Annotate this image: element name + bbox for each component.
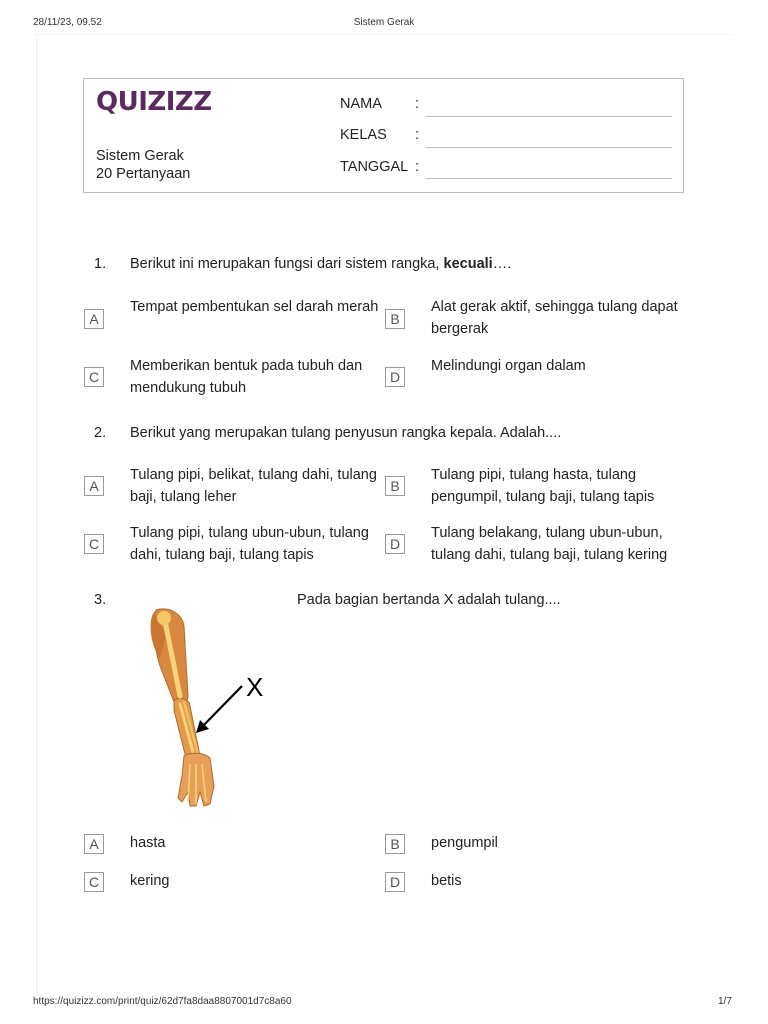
worksheet-header: [83, 78, 684, 193]
option-letter-box: C: [84, 367, 104, 387]
x-marker-label: X: [246, 672, 264, 702]
class-colon: :: [415, 127, 420, 143]
print-datetime: 28/11/23, 09.52: [33, 17, 102, 28]
option-letter-box: D: [385, 367, 405, 387]
option-letter-box: C: [84, 534, 104, 554]
option-text: betis: [431, 873, 462, 889]
quizizz-logo: QUIZIZZ: [96, 87, 212, 117]
option-text: Memberikan bentuk pada tubuh dan mendukung tubuh: [130, 358, 363, 396]
option-letter-box: B: [385, 309, 405, 329]
option-letter-box: C: [84, 872, 104, 892]
date-label: TANGGAL: [340, 159, 409, 175]
option-text: Alat gerak aktif, sehingga tulang dapat bergerak: [431, 299, 678, 337]
option-letter-box: B: [385, 476, 405, 496]
option-text: Tulang pipi, tulang ubun-ubun, tulang dahi, tulang baji, tulang tapis: [130, 525, 369, 563]
option-text: kering: [130, 873, 170, 889]
class-label: KELAS: [340, 127, 387, 143]
option-text: pengumpil: [431, 835, 498, 851]
class-line: [426, 147, 672, 148]
option-letter-box: A: [84, 834, 104, 854]
question-count: 20 Pertanyaan: [96, 166, 191, 182]
option-letter-box: D: [385, 872, 405, 892]
quiz-title: Sistem Gerak: [96, 148, 184, 164]
option-letter-box: A: [84, 476, 104, 496]
question-number: 3.: [94, 592, 107, 608]
option-letter-box: B: [385, 834, 405, 854]
option-text: Tulang belakang, tulang ubun-ubun, tulang dahi, tulang baji, tulang kering: [431, 525, 668, 563]
question-text: Pada bagian bertanda X adalah tulang....: [297, 592, 561, 608]
question-text: Berikut yang merupakan tulang penyusun rangka kepala. Adalah....: [130, 425, 562, 441]
arm-skeleton-image: [130, 606, 280, 811]
option-text: Melindungi organ dalam: [431, 358, 586, 374]
page-number: 1/7: [718, 996, 732, 1007]
option-text: Tulang pipi, tulang hasta, tulang pengumpil, tulang baji, tulang tapis: [431, 467, 655, 505]
footer-url[interactable]: https://quizizz.com/print/quiz/62d7fa8daa8807001d7c8a60: [33, 996, 292, 1007]
option-letter-box: A: [84, 309, 104, 329]
option-text: Tulang pipi, belikat, tulang dahi, tulang baji, tulang leher: [130, 467, 377, 505]
question-number: 2.: [94, 425, 107, 441]
option-text: hasta: [130, 835, 166, 851]
date-colon: :: [415, 159, 420, 175]
print-page-title: Sistem Gerak: [353, 17, 415, 28]
option-text: Tempat pembentukan sel darah merah: [130, 299, 379, 315]
name-colon: :: [415, 96, 420, 112]
date-line: [426, 178, 672, 179]
question-number: 1.: [94, 256, 107, 272]
question-text: Berikut ini merupakan fungsi dari sistem rangka, kecuali….: [130, 256, 512, 272]
name-line: [426, 116, 672, 117]
option-letter-box: D: [385, 534, 405, 554]
name-label: NAMA: [340, 96, 382, 112]
